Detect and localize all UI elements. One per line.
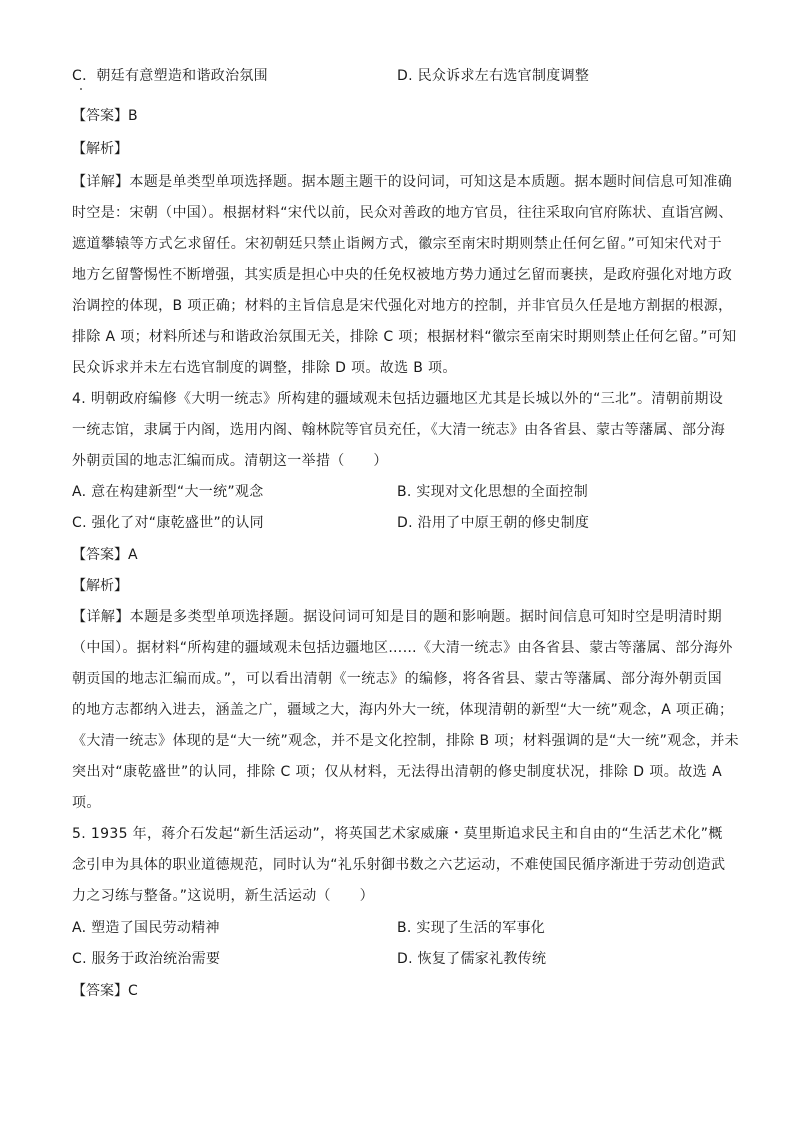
q4-detail-line: 突出对“康乾盛世”的认同，排除 C 项；仅从材料，无法得出清朝的修史制度状况，排除 D 项。故选 A xyxy=(72,764,722,780)
q3-detail-line: 【详解】本题是单类型单项选择题。据本题主题干的设问词，可知这是本质题。据本题时间信息可知准确 xyxy=(72,174,733,190)
q4-option-a: A. 意在构建新型“大一统”观念 xyxy=(72,484,264,500)
q5-option-d: D. 恢复了儒家礼教传统 xyxy=(397,951,547,967)
q4-stem-line: 外朝贡国的地志汇编而成。清朝这一举措（ ） xyxy=(72,453,388,469)
q4-detail-line: 朝贡国的地志汇编而成。”，可以看出清朝《一统志》的编修，将各省县、蒙古等藩属、部分海外朝贡国 xyxy=(72,671,722,687)
q3-option-d: D. 民众诉求左右选官制度调整 xyxy=(397,68,590,84)
q5-option-b: B. 实现了生活的军事化 xyxy=(397,920,546,936)
q5-answer: 【答案】C xyxy=(72,983,138,999)
q3-detail-line: 地方乞留警惕性不断增强，其实质是担心中央的任免权被地方势力通过乞留而裹挟，是政府强化对地方政 xyxy=(72,267,733,283)
q3-detail-line: 排除 A 项；材料所述与和谐政治氛围无关，排除 C 项；根据材料“徽宗至南宋时期则禁止任何乞留。”可知 xyxy=(72,329,737,345)
q3-answer: 【答案】B xyxy=(72,108,138,124)
q4-detail-line: 项。 xyxy=(72,795,101,811)
q5-stem-line: 5. 1935 年，蒋介石发起“新生活运动”，将英国艺术家威廉・莫里斯追求民主和自由的“生活艺术化”概 xyxy=(72,826,723,842)
q5-option-a: A. 塑造了国民劳动精神 xyxy=(72,920,220,936)
q4-stem-line: 一统志馆，隶属于内阁，选用内阁、翰林院等官员充任，《大清一统志》由各省县、蒙古等藩属、部分海 xyxy=(72,422,726,438)
q4-detail-line: 《大清一统志》体现的是“大一统”观念，并不是文化控制，排除 B 项；材料强调的是“大一统”观念，并未 xyxy=(72,733,740,749)
q5-stem-line: 念引申为具体的职业道德规范，同时认为“礼乐射御书数之六艺运动，不难使国民循序渐进于劳动创造武 xyxy=(72,857,726,873)
q4-option-d: D. 沿用了中原王朝的修史制度 xyxy=(397,515,590,531)
q4-detail-line: 【详解】本题是多类型单项选择题。据设问词可知是目的题和影响题。据时间信息可知时空是明清时期 xyxy=(72,609,722,625)
q4-option-b: B. 实现对文化思想的全面控制 xyxy=(397,484,589,500)
q4-detail-line: 的地方志都纳入进去，涵盖之广，疆域之大，海内外大一统，体现清朝的新型“大一统”观念，A 项正确； xyxy=(72,702,734,718)
q4-answer: 【答案】A xyxy=(72,547,138,563)
q3-option-c: C．朝廷有意塑造和谐政治氛围 xyxy=(72,68,268,84)
q4-analysis-label: 【解析】 xyxy=(72,578,128,594)
q3-analysis-label: 【解析】 xyxy=(72,141,128,157)
q3-detail-line: 遮道攀辕等方式乞求留任。宋初朝廷只禁止诣阙方式，徽宗至南宋时期则禁止任何乞留。”可知宋代对于 xyxy=(72,236,722,252)
q3-detail-line: 治调控的体现，B 项正确；材料的主旨信息是宋代强化对地方的控制，并非官员久任是地方割据的根源， xyxy=(72,298,733,314)
q4-detail-line: （中国）。据材料“所构建的疆域观未包括边疆地区……《大清一统志》由各省县、蒙古等藩属、部分海外 xyxy=(72,640,733,656)
q5-stem-line: 力之习练与整备。”这说明，新生活运动（ ） xyxy=(72,888,374,904)
q4-stem-line: 4. 明朝政府编修《大明一统志》所构建的疆域观未包括边疆地区尤其是长城以外的“三北”。清朝前期设 xyxy=(72,391,724,407)
stray-dot xyxy=(80,88,82,90)
q5-option-c: C. 服务于政治统治需要 xyxy=(72,951,221,967)
q4-option-c: C. 强化了对“康乾盛世”的认同 xyxy=(72,515,264,531)
q3-detail-line: 时空是：宋朝（中国）。根据材料“宋代以前，民众对善政的地方官员，往往采取向官府陈状、直诣宫阙、 xyxy=(72,205,733,221)
q3-detail-line: 民众诉求并未左右选官制度的调整，排除 D 项。故选 B 项。 xyxy=(72,360,457,376)
